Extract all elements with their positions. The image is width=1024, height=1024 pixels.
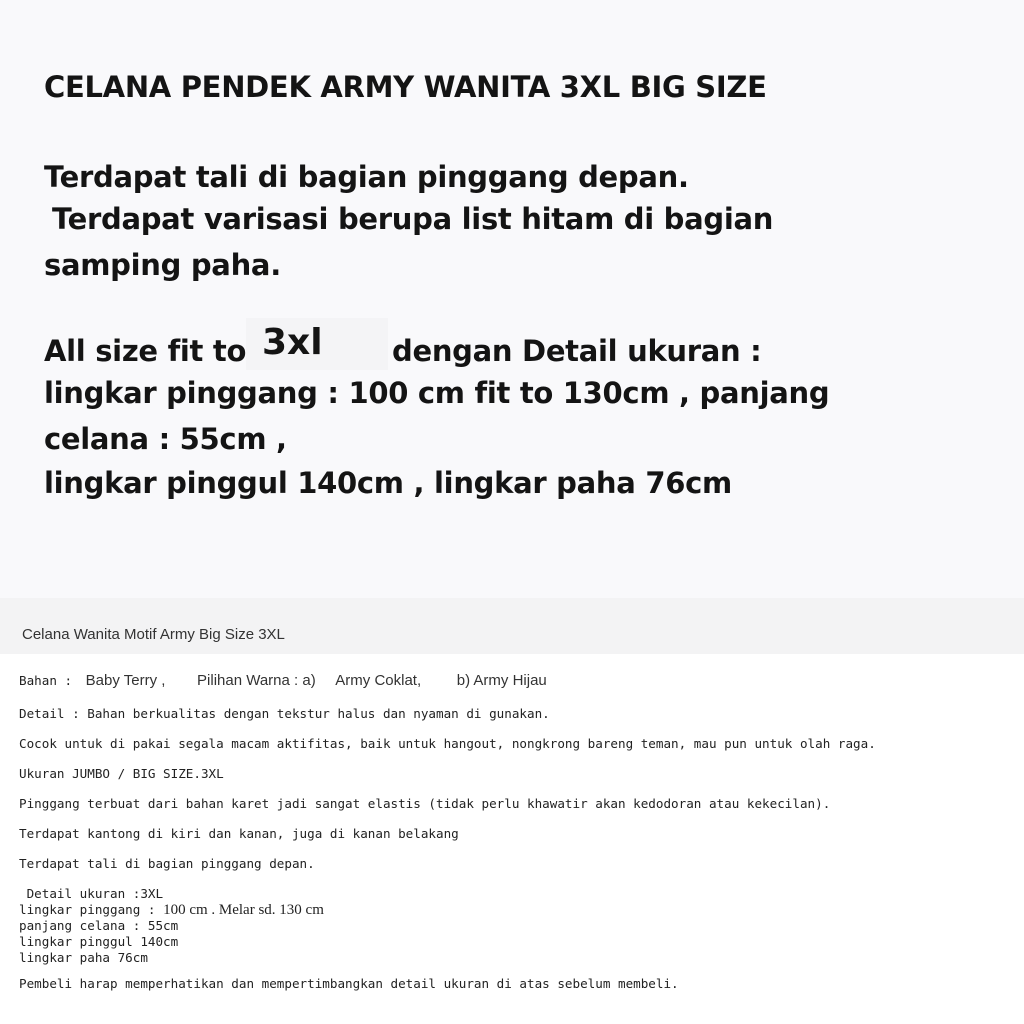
size-details-paha: lingkar paha 76cm: [19, 950, 148, 965]
header-bar: [0, 598, 1024, 654]
size-details-title: Detail ukuran :3XL: [19, 886, 164, 901]
pinggang-line: Pinggang terbuat dari bahan karet jadi sangat elastis (tidak perlu khawatir akan kedodoran atau kekecilan).: [19, 796, 831, 811]
desc-line-1: Terdapat tali di bagian pinggang depan.: [44, 160, 689, 194]
size-value: 3xl: [262, 322, 323, 363]
size-line-start: All size fit to: [44, 334, 247, 368]
tali-line: Terdapat tali di bagian pinggang depan.: [19, 856, 315, 871]
desc-line-2: Terdapat varisasi berupa list hitam di bagian: [52, 202, 774, 236]
desc-line-3: samping paha.: [44, 248, 281, 282]
page-title: CELANA PENDEK ARMY WANITA 3XL BIG SIZE: [44, 70, 767, 104]
detail-line-2: celana : 55cm ,: [44, 422, 287, 456]
pinggang-label: lingkar pinggang :: [19, 902, 164, 917]
pinggang-value: 100 cm . Melar sd. 130 cm: [163, 902, 324, 918]
size-details: [19, 886, 324, 966]
ukuran-line: Ukuran JUMBO / BIG SIZE.3XL: [19, 766, 224, 781]
kantong-line: Terdapat kantong di kiri dan kanan, juga di kanan belakang: [19, 826, 459, 841]
cocok-line: Cocok untuk di pakai segala macam aktifitas, baik untuk hangout, nongkrong bareng teman, mau pun untuk olah raga.: [19, 736, 876, 751]
detail-line-3: lingkar pinggul 140cm , lingkar paha 76cm: [44, 466, 732, 500]
size-line-end: dengan Detail ukuran :: [392, 334, 762, 368]
bahan-value: Baby Terry ,: [85, 672, 166, 689]
final-note: Pembeli harap memperhatikan dan mempertimbangkan detail ukuran di atas sebelum membeli.: [19, 976, 679, 991]
warna-label: Pilihan Warna : a): [197, 672, 316, 689]
warna-b: b) Army Hijau: [456, 672, 547, 689]
bottom-section: [0, 598, 1024, 1024]
bahan-line: [19, 672, 547, 689]
size-details-pinggang: [19, 902, 324, 918]
detail-line: Detail : Bahan berkualitas dengan tekstur halus dan nyaman di gunakan.: [19, 706, 550, 721]
bahan-label: Bahan :: [19, 673, 73, 688]
detail-line-1: lingkar pinggang : 100 cm fit to 130cm , panjang: [44, 376, 830, 410]
product-title: Celana Wanita Motif Army Big Size 3XL: [22, 626, 285, 643]
warna-a: Army Coklat,: [335, 672, 422, 689]
size-details-panjang: panjang celana : 55cm: [19, 918, 179, 933]
size-details-pinggul: lingkar pinggul 140cm: [19, 934, 179, 949]
